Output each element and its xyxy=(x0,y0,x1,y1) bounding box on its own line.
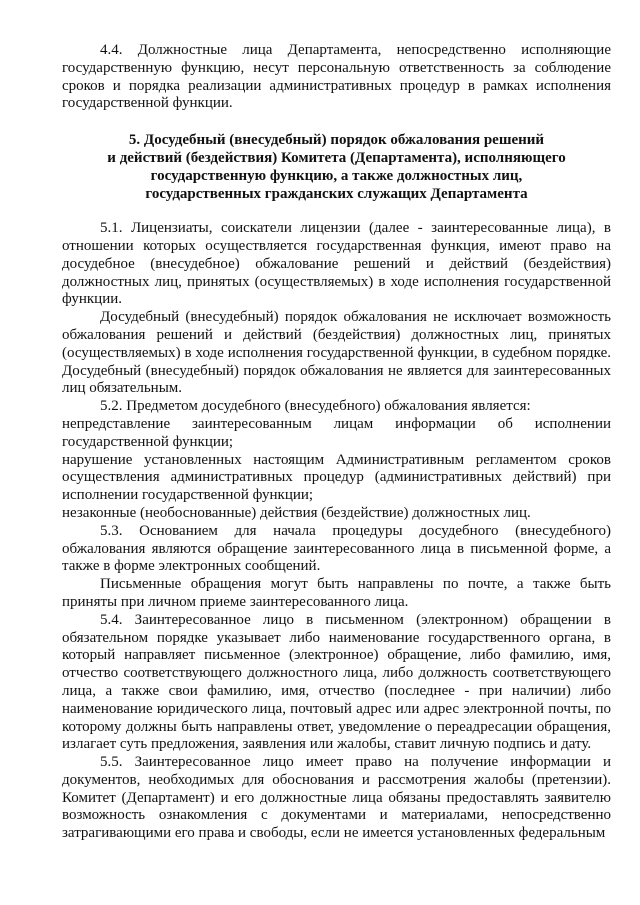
paragraph-4-4: 4.4. Должностные лица Департамента, непосредственно исполняющие государственную функцию, несут персональную ответственность за соблюдение сроков и порядка реализации административных процедур в рамках исполнения государственной функции. xyxy=(62,42,611,112)
section-5-heading xyxy=(62,131,611,203)
list-item: нарушение установленных настоящим Административным регламентом сроков осуществления административных процедур (административных действий) при исполнении государственной функции; xyxy=(62,451,611,504)
paragraph-5-5: 5.5. Заинтересованное лицо имеет право на получение информации и документов, необходимых для обоснования и рассмотрения жалобы (претензии). Комитет (Департамент) и его должностные лица обязаны предоставлять заявителю возможность ознакомления с документами и материалами, непосредственно затрагивающими его права и свободы, если не имеется установленных федеральным xyxy=(62,754,611,842)
paragraph-pre-trial-note: Досудебный (внесудебный) порядок обжалования не исключает возможность обжалования решений и действий (бездействия) должностных лиц, принятых (осуществляемых) в ходе исполнения государственной функции, в судебном порядке. Досудебный (внесудебный) порядок обжалования не является для заинтересованных лиц обязательным. xyxy=(62,309,611,397)
paragraph-5-2: 5.2. Предметом досудебного (внесудебного) обжалования является: xyxy=(100,398,531,415)
heading-line: и действий (бездействия) Комитета (Департамента), исполняющего xyxy=(107,150,566,167)
paragraph-5-3: 5.3. Основанием для начала процедуры досудебного (внесудебного) обжалования являются обращение заинтересованного лица в письменной форме, а также в форме электронных сообщений. xyxy=(62,522,611,575)
list-item: непредставление заинтересованным лицам информации об исполнении государственной функции; xyxy=(62,415,611,450)
paragraph-written-appeals: Письменные обращения могут быть направлены по почте, а также быть приняты при личном приеме заинтересованного лица. xyxy=(62,576,611,610)
paragraph-5-1: 5.1. Лицензиаты, соискатели лицензии (далее - заинтересованные лица), в отношении которых осуществляется государственная функция, имеют право на досудебное (внесудебное) обжалование решений и действий (бездействия) должностных лиц, принятых (осуществляемых) в ходе исполнения государственной функции. xyxy=(62,220,611,308)
heading-line: государственных гражданских служащих Департамента xyxy=(145,186,528,203)
paragraph-5-4: 5.4. Заинтересованное лицо в письменном (электронном) обращении в обязательном порядке указывает либо наименование государственного органа, в который направляет письменное (электронное) обращение, либо фамилию, имя, отчество соответствующего должностного лица, либо должность соответствующего лица, а также свои фамилию, имя, отчество (последнее - при наличии) либо наименование юридического лица, почтовый адрес или адрес электронной почты, по которому должны быть направлены ответ, уведомление о переадресации обращения, излагает суть предложения, заявления или жалобы, ставит личную подпись и дату. xyxy=(62,611,611,753)
heading-line: государственную функцию, а также должностных лиц, xyxy=(150,168,523,185)
list-item: незаконные (необоснованные) действия (бездействие) должностных лиц. xyxy=(62,504,531,521)
heading-line: 5. Досудебный (внесудебный) порядок обжалования решений xyxy=(128,132,545,149)
